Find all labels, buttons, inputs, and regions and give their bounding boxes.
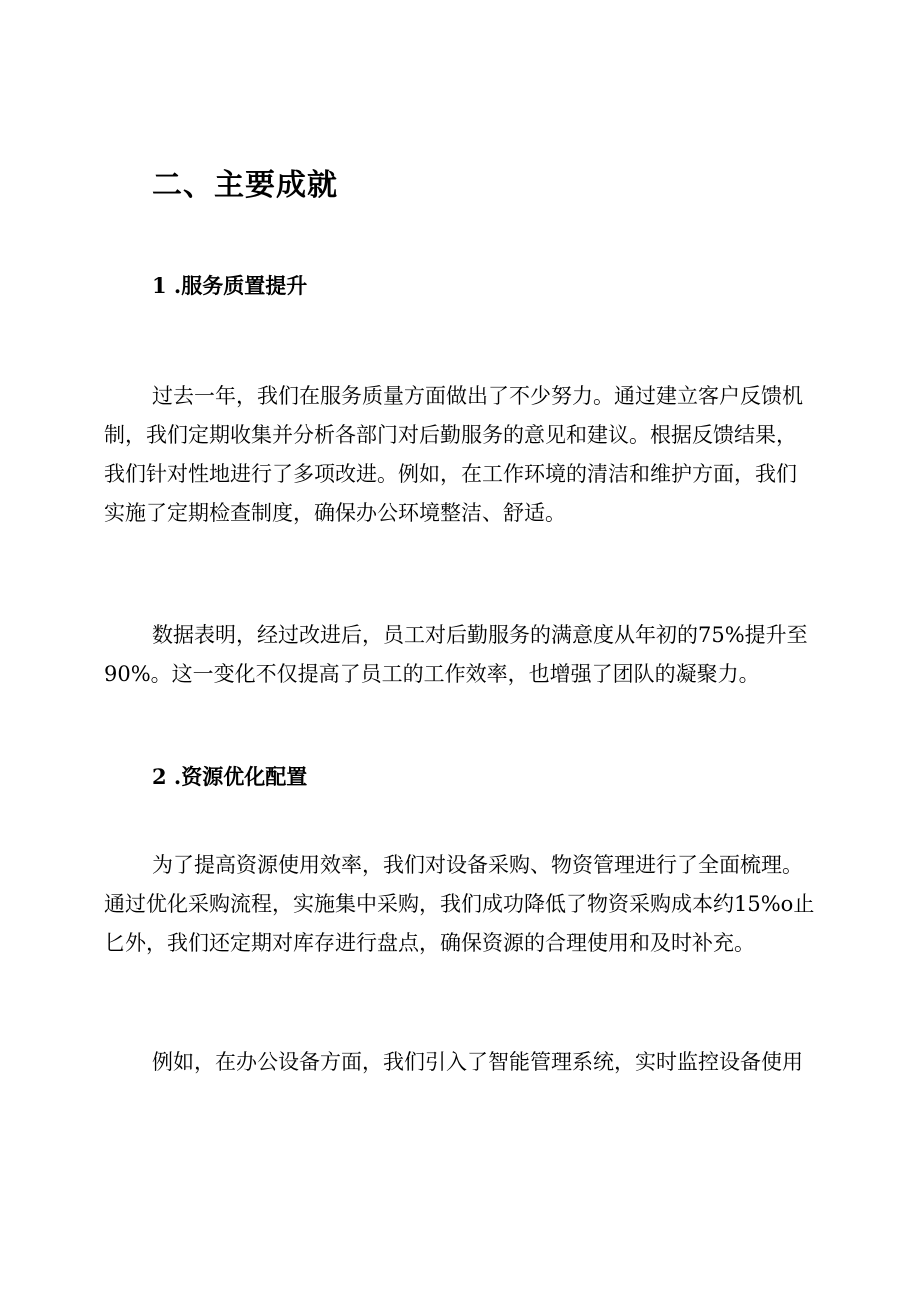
paragraph-line: 数据表明，经过改进后，员工对后勤服务的满意度从年初的75%提升至 [152, 623, 808, 647]
paragraph-line: 例如，在办公设备方面，我们引入了智能管理系统，实时监控设备使用 [152, 1050, 803, 1074]
subsection-heading-resource-allocation: 2 .资源优化配置 [152, 764, 308, 789]
paragraph-line: 匕外，我们还定期对库存进行盘点，确保资源的合理使用和及时补充。 [104, 931, 755, 955]
section-heading: 二、主要成就 [152, 168, 338, 203]
paragraph-service-improvements [104, 377, 834, 533]
paragraph-office-equipment [104, 1043, 834, 1082]
paragraph-procurement [104, 846, 834, 963]
subsection-heading-service-quality: 1 .服务质置提升 [152, 273, 308, 298]
paragraph-line: 为了提高资源使用效率，我们对设备采购、物资管理进行了全面梳理。 [152, 853, 803, 877]
paragraph-line: 过去一年，我们在服务质量方面做出了不少努力。通过建立客户反馈机 [152, 384, 803, 408]
paragraph-line: 通过优化采购流程，实施集中采购，我们成功降低了物资采购成本约15%o止 [104, 892, 815, 916]
paragraph-line: 90%。这一变化不仅提高了员工的工作效率，也增强了团队的凝聚力。 [104, 662, 760, 686]
paragraph-line: 实施了定期检查制度，确保办公环境整洁、舒适。 [104, 501, 566, 525]
paragraph-line: 制，我们定期收集并分析各部门对后勤服务的意见和建议。根据反馈结果， [104, 423, 797, 447]
paragraph-line: 我们针对性地进行了多项改进。例如，在工作环境的清洁和维护方面，我们 [104, 462, 797, 486]
paragraph-satisfaction-data [104, 616, 834, 694]
